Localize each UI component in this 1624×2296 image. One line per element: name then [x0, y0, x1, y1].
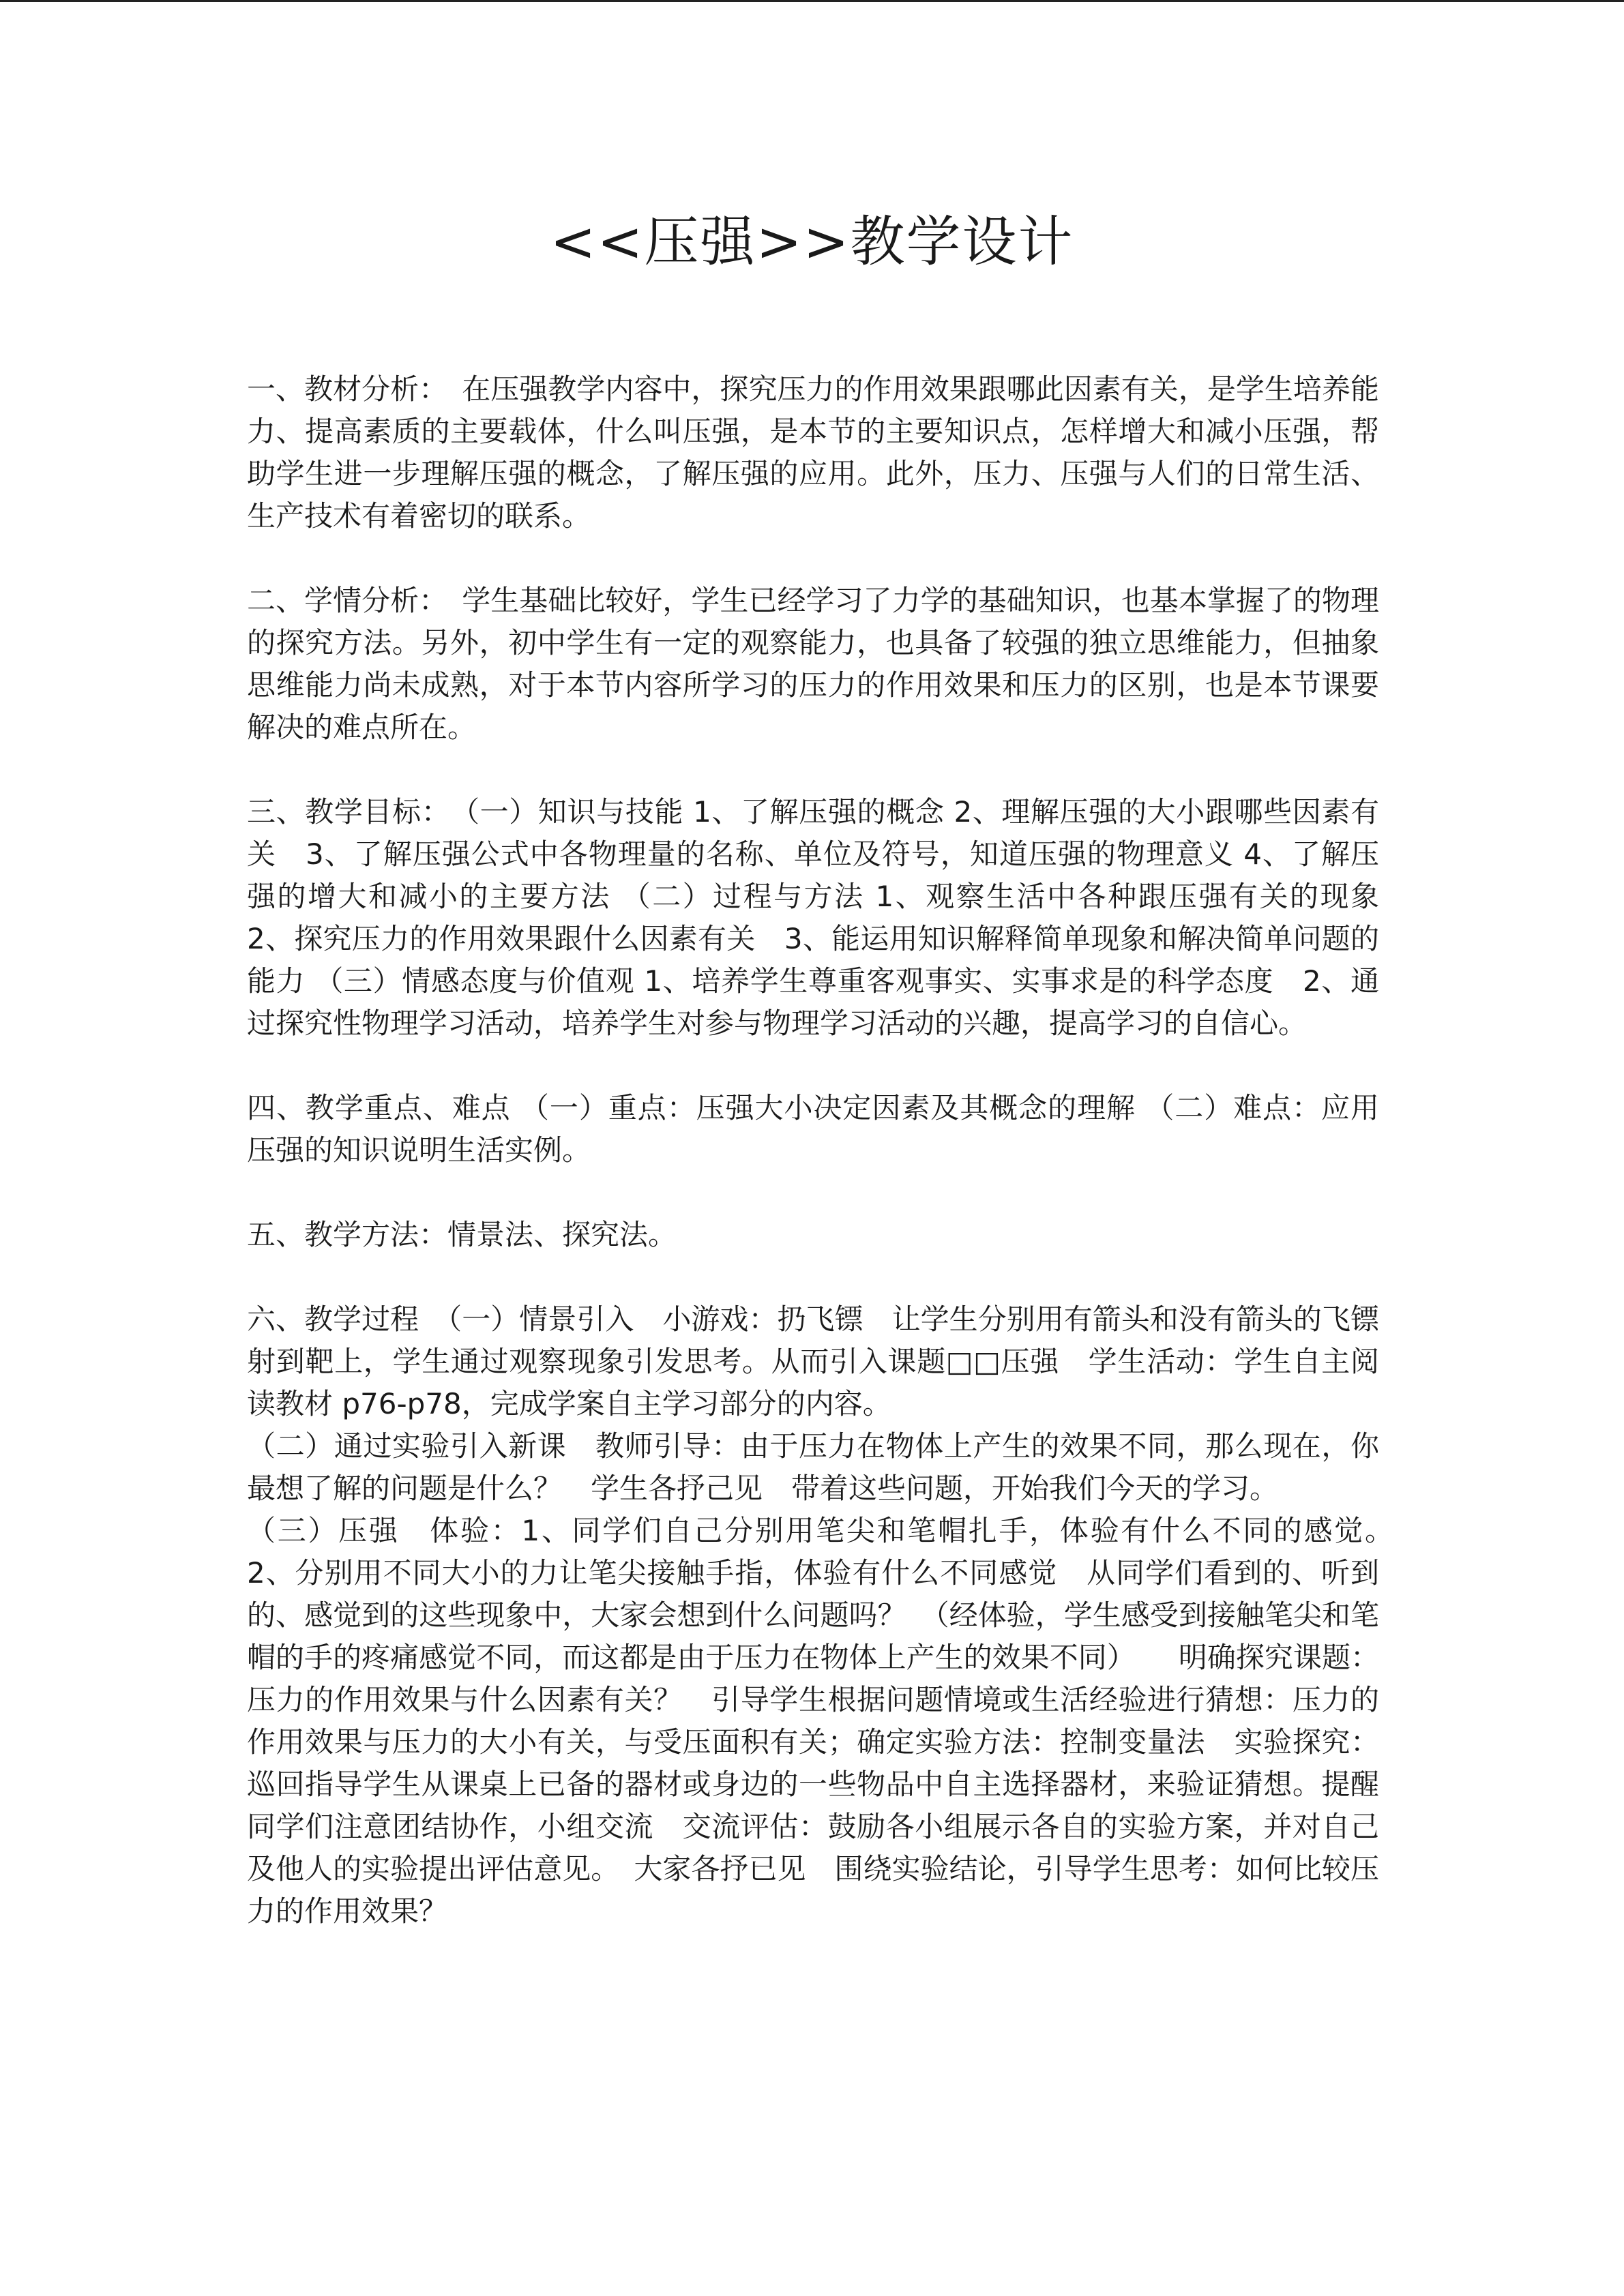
- section-teaching-objectives: 三、教学目标： （一）知识与技能 1、了解压强的概念 2、理解压强的大小跟哪些因素有关 3、了解压强公式中各物理量的名称、单位及符号，知道压强的物理意义 4、了解压强的增大和减小的主要方法 （二）过程与方法 1、观察生活中各种跟压强有关的现象 2、探究压力的作用效果跟什么因素有关 3、能运用知识解释简单现象和解决简单问题的能力 （三）情感态度与价值观 1、培养学生尊重客观事实、实事求是的科学态度 2、通过探究性物理学习活动，培养学生对参与物理学习活动的兴趣，提高学习的自信心。: [247, 795, 1408, 1040]
- section-textbook-analysis: 一、教材分析： 在压强教学内容中，探究压力的作用效果跟哪此因素有关，是学生培养能力、提高素质的主要载体，什么叫压强，是本节的主要知识点，怎样增大和减小压强，帮助学生进一步理解压强的概念，了解压强的应用。此外，压力、压强与人们的日常生活、生产技术有着密切的联系。: [247, 372, 1379, 533]
- document-title: <<压强>>教学设计: [550, 210, 1074, 273]
- paragraph-gap: [247, 1045, 1379, 1087]
- paragraph-gap: [247, 1256, 1379, 1298]
- section-key-points: 四、教学重点、难点 （一）重点：压强大小决定因素及其概念的理解 （二）难点：应用压强的知识说明生活实例。: [247, 1091, 1379, 1167]
- process-scenario-intro: 六、教学过程 （一）情景引入 小游戏：扔飞镖 让学生分别用有箭头和没有箭头的飞镖射到靶上，学生通过观察现象引发思考。从而引入课题□□压强 学生活动：学生自主阅读教材 p76-p78，完成学案自主学习部分的内容。: [247, 1302, 1379, 1420]
- paragraph-gap: [247, 537, 1379, 580]
- paragraph-gap: [247, 749, 1379, 791]
- process-pressure-inquiry: （三）压强 体验：1、同学们自己分别用笔尖和笔帽扎手，体验有什么不同的感觉。 2、分别用不同大小的力让笔尖接触手指，体验有什么不同感觉 从同学们看到的、听到的、感觉到的这些现象中，大家会想到什么问题吗？ （经体验，学生感受到接触笔尖和笔帽的手的疼痛感觉不同，而这都是由于压力在物体上产生的效果不同） 明确探究课题：压力的作用效果与什么因素有关？ 引导学生根据问题情境或生活经验进行猜想：压力的作用效果与压力的大小有关，与受压面积有关；确定实验方法：控制变量法 实验探究：巡回指导学生从课桌上已备的器材或身边的一些物品中自主选择器材，来验证猜想。提醒同学们注意团结协作，小组交流 交流评估：鼓励各小组展示各自的实验方案，并对自己及他人的实验提出评估意见。 大家各抒已见 围绕实验结论，引导学生思考：如何比较压力的作用效果？: [247, 1514, 1466, 1928]
- process-experiment-intro: （二）通过实验引入新课 教师引导：由于压力在物体上产生的效果不同，那么现在，你最想了解的问题是什么？ 学生各抒己见 带着这些问题，开始我们今天的学习。: [247, 1429, 1379, 1505]
- section-student-analysis: 二、学情分析： 学生基础比较好，学生已经学习了力学的基础知识，也基本掌握了的物理的探究方法。另外，初中学生有一定的观察能力，也具备了较强的独立思维能力，但抽象思维能力尚未成熟，对于本节内容所学习的压力的作用效果和压力的区别，也是本节课要解决的难点所在。: [247, 584, 1379, 744]
- paragraph-gap: [247, 1172, 1379, 1214]
- document-body: [247, 368, 1466, 1933]
- section-teaching-methods: 五、教学方法：情景法、探究法。: [247, 1218, 677, 1251]
